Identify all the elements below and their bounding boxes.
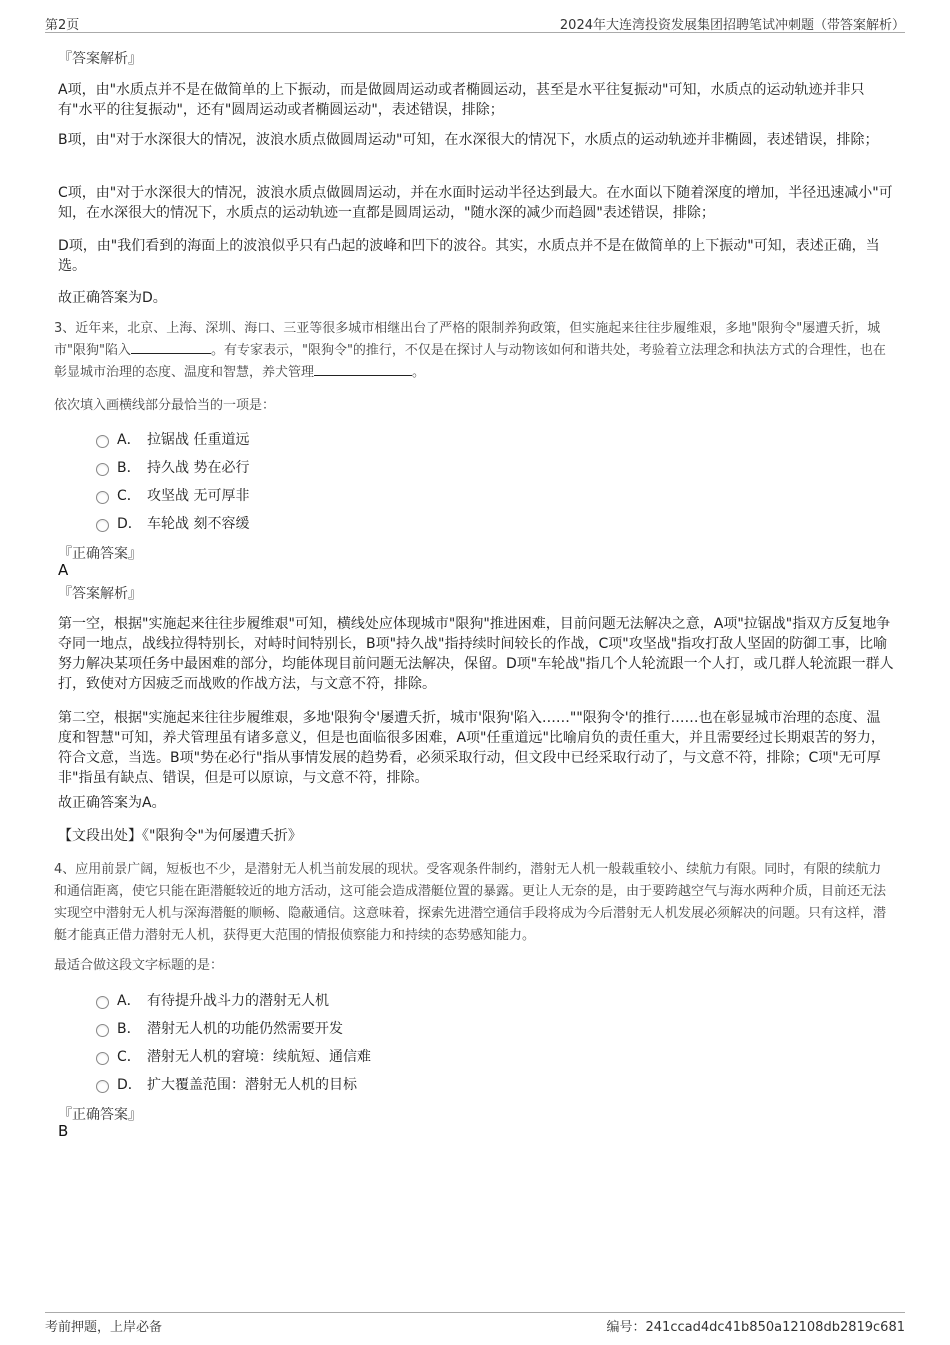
analysis-paragraph: A项，由"水质点并不是在做简单的上下振动，而是做圆周运动或者椭圆运动，甚至是水平往复振动"可知，水质点的运动轨迹并非只有"水平的往复振动"，还有"圆周运动或者椭圆运动"，表述错误，排除；: [58, 82, 865, 118]
serial-number: 编号：241ccad4dc41b850a12108db2819c681: [606, 1320, 905, 1335]
radio-icon[interactable]: [96, 435, 109, 448]
option-text: 扩大覆盖范围：潜射无人机的目标: [147, 1077, 357, 1093]
question-stem: 4、应用前景广阔，短板也不少，是潜射无人机当前发展的现状。受客观条件制约，潜射无人机一般载重较小、续航力有限。同时，有限的续航力和通信距离，使它只能在距潜艇较近的地方活动，这可能会造成潜艇位置的暴露。更让人无奈的是，由于要跨越空气与海水两种介质，目前还无法实现空中潜射无人机与深海潜艇的顺畅、隐蔽通信。这意味着，探索先进潜空通信手段将成为今后潜射无人机发展必须解决的问题。只有这样，潜艇才能真正借力潜射无人机，获得更大范围的情报侦察能力和持续的态势感知能力。: [54, 862, 887, 943]
analysis-paragraph: 第二空，根据"实施起来往往步履维艰，多地'限狗令'屡遭夭折，城市'限狗'陷入……""限狗令'的推行……也在彰显城市治理的态度、温度和智慧"可知，养犬管理虽有诸多意义，但是也面临很多困难，A项"任重道远"比喻肩负的责任重大，并且需要经过长期艰苦的努力，符合文意，当选。B项"势在必行"指从事情发展的趋势看，必须采取行动，但文段中已经采取行动了，与文意不符，排除；C项"无可厚非"指虽有缺点、错误，但是可以原谅，与文意不符，排除。: [58, 710, 885, 786]
option-a[interactable]: [96, 989, 329, 1011]
page-number: 第2页: [45, 18, 80, 33]
fill-blank-2: [314, 363, 412, 376]
question-prompt: 依次填入画横线部分最恰当的一项是：: [54, 398, 276, 413]
stem-text: 。有专家表示，"限狗令"的推行，不仅是在探讨人与动物该如何和谐共处，考验着立法理念和执法方式的合理性，也在彰显城市治理的态度、温度和智慧，养犬管理: [54, 343, 886, 380]
analysis-paragraph: C项，由"对于水深很大的情况，波浪水质点做圆周运动，并在水面时运动半径达到最大。在水面以下随着深度的增加，半径迅速减小"可知，在水深很大的情况下，水质点的运动轨迹一直都是圆周运动，"随水深的减少而趋圆"表述错误，排除；: [58, 185, 893, 221]
option-text: 持久战 势在必行: [147, 460, 250, 476]
stem-text: 。: [412, 365, 426, 380]
option-d[interactable]: [96, 512, 249, 534]
radio-icon[interactable]: [96, 463, 109, 476]
document-title: 2024年大连湾投资发展集团招聘笔试冲刺题（带答案解析）: [559, 18, 905, 33]
correct-answer: A: [58, 561, 69, 579]
question-prompt: 最适合做这段文字标题的是：: [54, 958, 224, 973]
page-header: [45, 12, 905, 33]
option-letter: D．: [117, 516, 142, 532]
option-a[interactable]: [96, 428, 249, 450]
option-letter: C．: [117, 1049, 141, 1065]
option-d[interactable]: [96, 1073, 357, 1095]
correct-answer: B: [58, 1122, 69, 1140]
radio-icon[interactable]: [96, 996, 109, 1009]
option-text: 车轮战 刻不容缓: [147, 516, 250, 532]
radio-icon[interactable]: [96, 1024, 109, 1037]
option-letter: A．: [117, 993, 141, 1009]
conclusion: 故正确答案为D。: [58, 290, 167, 306]
option-letter: B．: [117, 460, 141, 476]
page-footer: [45, 1312, 905, 1337]
option-b[interactable]: [96, 1017, 343, 1039]
analysis-paragraph: D项，由"我们看到的海面上的波浪似乎只有凸起的波峰和凹下的波谷。其实，水质点并不是在做简单的上下振动"可知，表述正确，当选。: [58, 238, 880, 274]
footer-slogan: 考前押题，上岸必备: [45, 1320, 163, 1335]
analysis-paragraph: B项，由"对于水深很大的情况，波浪水质点做圆周运动"可知，在水深很大的情况下，水质点的运动轨迹并非椭圆，表述错误，排除；: [58, 132, 879, 148]
question-stem: [54, 318, 890, 384]
option-text: 潜射无人机的功能仍然需要开发: [147, 1021, 343, 1037]
correct-answer-tag: 『正确答案』: [58, 1107, 142, 1123]
option-b[interactable]: [96, 456, 249, 478]
option-c[interactable]: [96, 484, 249, 506]
source-citation: 【文段出处】《"限狗令"为何屡遭夭折》: [58, 828, 302, 844]
analysis-tag: 『答案解析』: [58, 51, 142, 67]
option-text: 攻坚战 无可厚非: [147, 488, 250, 504]
radio-icon[interactable]: [96, 519, 109, 532]
fill-blank-1: [131, 341, 211, 354]
option-text: 潜射无人机的窘境：续航短、通信难: [147, 1049, 371, 1065]
stem-text: 3、近年来，北京、上海、深圳、海口、三亚等很多城市相继出台了严格的限制养狗政策，但实施起来往往步履维艰，多地"限狗令"屡遭夭折，城市"限狗"陷入: [54, 321, 881, 358]
option-c[interactable]: [96, 1045, 371, 1067]
option-letter: C．: [117, 488, 141, 504]
option-letter: A．: [117, 432, 141, 448]
radio-icon[interactable]: [96, 1052, 109, 1065]
analysis-tag: 『答案解析』: [58, 586, 142, 602]
option-letter: B．: [117, 1021, 141, 1037]
conclusion: 故正确答案为A。: [58, 795, 166, 811]
option-text: 有待提升战斗力的潜射无人机: [147, 993, 329, 1009]
radio-icon[interactable]: [96, 491, 109, 504]
radio-icon[interactable]: [96, 1080, 109, 1093]
analysis-paragraph: 第一空，根据"实施起来往往步履维艰"可知，横线处应体现城市"限狗"推进困难，目前问题无法解决之意，A项"拉锯战"指双方反复地争夺同一地点，战线拉得特别长，对峙时间特别长，B项"持久战"指持续时间较长的作战，C项"攻坚战"指攻打敌人坚固的防御工事，比喻努力解决某项任务中最困难的部分，均能体现目前问题无法解决，保留。D项"车轮战"指几个人轮流跟一个人打，或几群人轮流跟一群人打，致使对方因疲乏而战败的作战方法，与文意不符，排除。: [58, 616, 894, 692]
correct-answer-tag: 『正确答案』: [58, 546, 142, 562]
option-text: 拉锯战 任重道远: [147, 432, 250, 448]
option-letter: D．: [117, 1077, 142, 1093]
